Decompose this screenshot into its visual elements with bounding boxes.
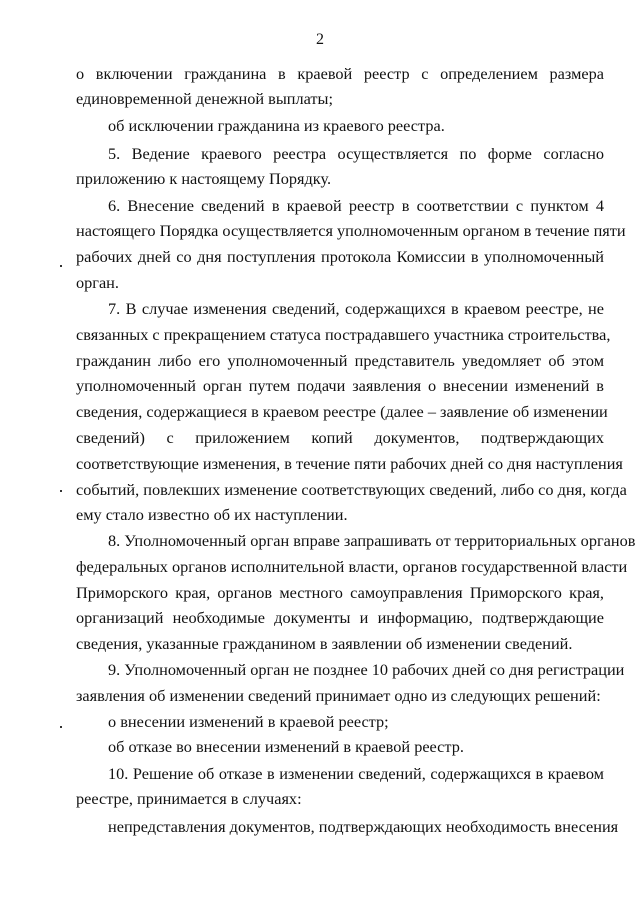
text-line: сведения, содержащиеся в краевом реестре (далее – заявление об изменении: [76, 402, 608, 421]
text-line: приложению к настоящему Порядку.: [76, 169, 332, 188]
text-line: об отказе во внесении изменений в краевой реестр.: [108, 737, 464, 756]
text-line: единовременной денежной выплаты;: [76, 89, 333, 108]
text-line: ему стало известно об их наступлении.: [76, 505, 348, 524]
text-line: событий, повлекших изменение соответствующих сведений, либо со дня, когда: [76, 480, 627, 499]
text-line: непредставления документов, подтверждающих необходимость внесения: [108, 817, 619, 836]
text-line: об исключении гражданина из краевого реестра.: [108, 116, 445, 135]
text-line: Приморского края, органов местного самоуправления Приморского края,: [76, 583, 604, 602]
text-line: 7. В случае изменения сведений, содержащихся в краевом реестре, не: [108, 299, 604, 318]
text-line: 8. Уполномоченный орган вправе запрашивать от территориальных органов: [108, 531, 636, 550]
scan-mark: [60, 265, 62, 267]
text-line: 9. Уполномоченный орган не позднее 10 рабочих дней со дня регистрации: [108, 660, 625, 679]
page-number: 2: [316, 31, 324, 48]
text-line: 5. Ведение краевого реестра осуществляется по форме согласно: [108, 144, 604, 163]
text-line: о включении гражданина в краевой реестр с определением размера: [76, 64, 604, 83]
scan-mark: [60, 726, 62, 728]
text-line: организаций необходимые документы и информацию, подтверждающие: [76, 608, 604, 627]
text-line: рабочих дней со дня поступления протокола Комиссии в уполномоченный: [76, 247, 604, 266]
text-line: 10. Решение об отказе в изменении сведений, содержащихся в краевом: [108, 764, 604, 783]
text-line: соответствующие изменения, в течение пяти рабочих дней со дня наступления: [76, 454, 623, 473]
text-line: 6. Внесение сведений в краевой реестр в соответствии с пунктом 4: [108, 196, 604, 215]
text-line: реестре, принимается в случаях:: [76, 789, 302, 808]
text-line: о внесении изменений в краевой реестр;: [108, 712, 389, 731]
text-line: сведения, указанные гражданином в заявлении об изменении сведений.: [76, 634, 573, 653]
text-line: федеральных органов исполнительной власти, органов государственной власти: [76, 557, 628, 576]
text-line: уполномоченный орган путем подачи заявления о внесении изменений в: [76, 376, 604, 395]
text-line: заявления об изменении сведений принимает одно из следующих решений:: [76, 686, 601, 705]
text-line: гражданин либо его уполномоченный представитель уведомляет об этом: [76, 351, 604, 370]
scan-mark: [60, 490, 62, 492]
text-line: сведений) с приложением копий документов, подтверждающих: [76, 428, 604, 447]
text-line: настоящего Порядка осуществляется уполномоченным органом в течение пяти: [76, 221, 626, 240]
text-line: связанных с прекращением статуса пострадавшего участника строительства,: [76, 325, 611, 344]
text-line: орган.: [76, 273, 119, 292]
